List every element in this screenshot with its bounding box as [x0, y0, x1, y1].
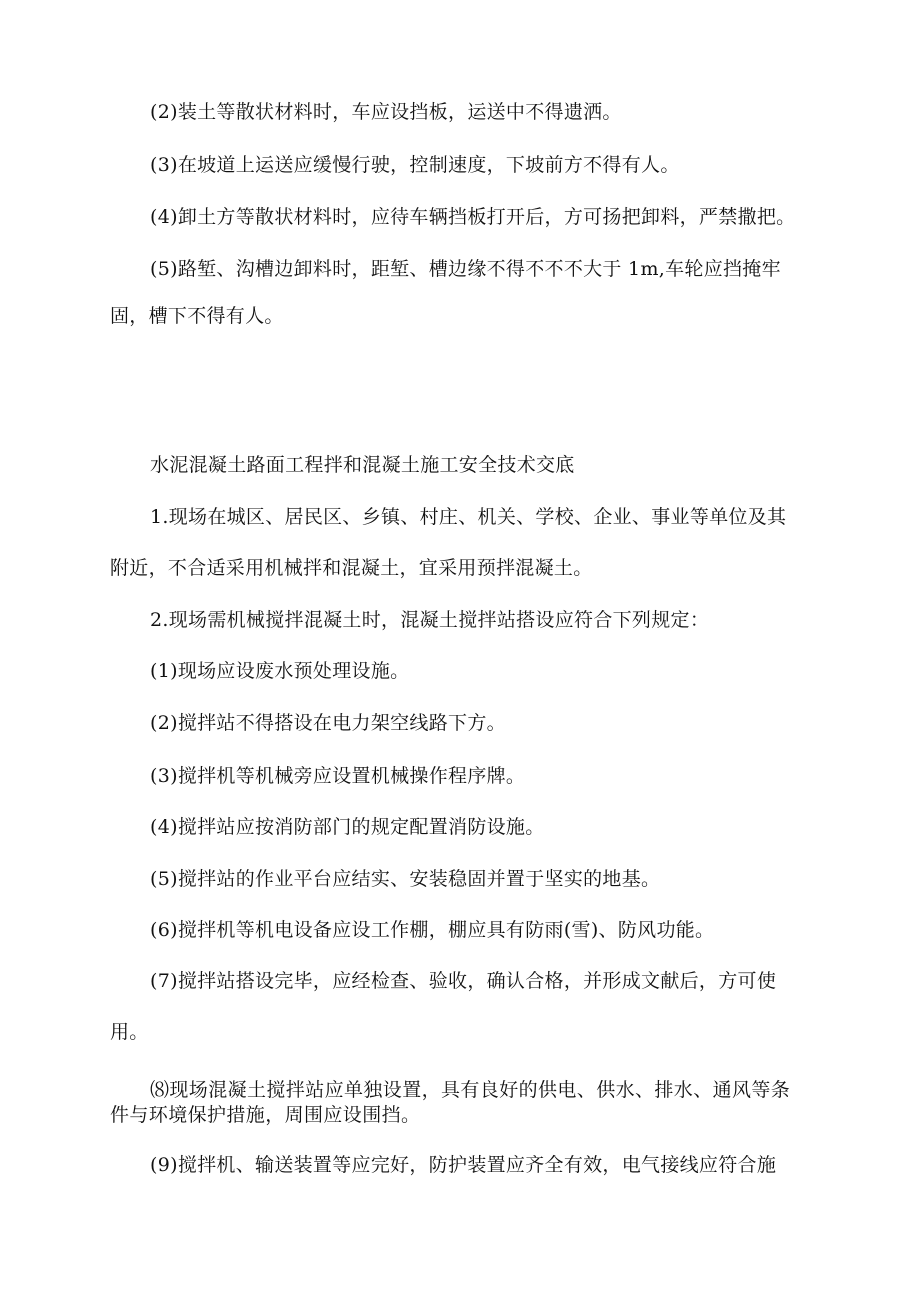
text-line: 1.现场在城区、居民区、乡镇、村庄、机关、学校、企业、事业等单位及其	[150, 506, 787, 528]
text-line: (9)搅拌机、输送装置等应完好，防护装置应齐全有效，电气接线应符合施	[150, 1154, 777, 1176]
text-line: (6)搅拌机等机电设备应设工作棚，棚应具有防雨(雪)、防风功能。	[150, 919, 715, 941]
text-line: (2)装土等散状材料时，车应设挡板，运送中不得遗洒。	[150, 101, 622, 123]
text-line: (4)搅拌站应按消防部门的规定配置消防设施。	[150, 816, 545, 838]
text-line: 附近，不合适采用机械拌和混凝土，宜采用预拌混凝土。	[110, 557, 593, 579]
text-line: 固，槽下不得有人。	[110, 305, 284, 327]
text-line: 件与环境保护措施，周围应设围挡。	[110, 1104, 421, 1126]
text-line: (1)现场应设废水预处理设施。	[150, 660, 410, 682]
text-line: (5)搅拌站的作业平台应结实、安装稳固并置于坚实的地基。	[150, 868, 661, 890]
text-line: (7)搅拌站搭设完毕，应经检查、验收，确认合格，并形成文献后，方可使	[150, 970, 777, 992]
text-line: (5)路堑、沟槽边卸料时，距堑、槽边缘不得不不不大于 1m,车轮应挡掩牢	[150, 258, 781, 280]
text-line: 2.现场需机械搅拌混凝土时，混凝土搅拌站搭设应符合下列规定：	[150, 609, 710, 631]
section-heading: 水泥混凝土路面工程拌和混凝土施工安全技术交底	[150, 454, 575, 476]
text-line: (4)卸土方等散状材料时，应待车辆挡板打开后，方可扬把卸料，严禁撒把。	[150, 206, 796, 228]
text-line: (3)搅拌机等机械旁应设置机械操作程序牌。	[150, 765, 526, 787]
text-line: ⑻现场混凝土搅拌站应单独设置，具有良好的供电、供水、排水、通风等条	[150, 1079, 791, 1101]
text-line: (3)在坡道上运送应缓慢行驶，控制速度，下坡前方不得有人。	[150, 154, 680, 176]
text-line: 用。	[110, 1021, 149, 1043]
text-line: (2)搅拌站不得搭设在电力架空线路下方。	[150, 712, 506, 734]
